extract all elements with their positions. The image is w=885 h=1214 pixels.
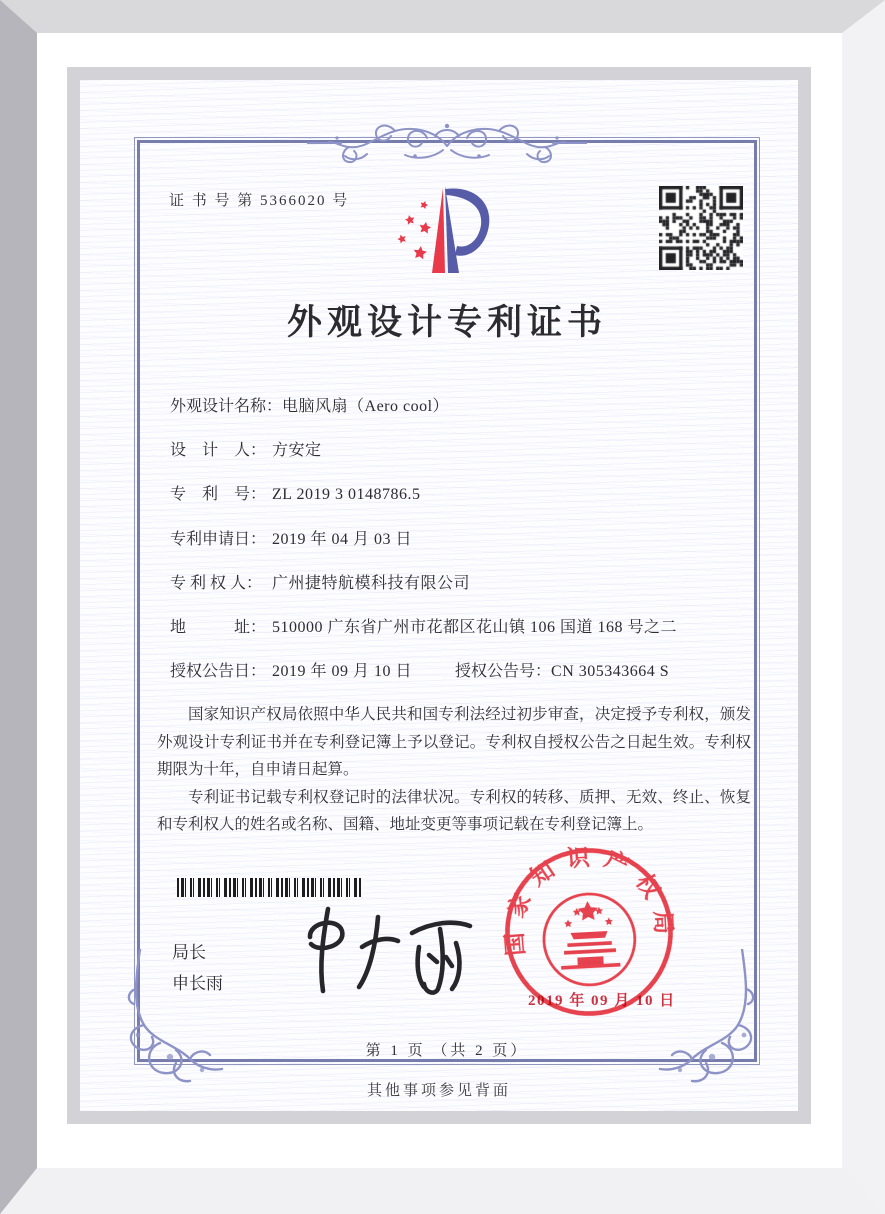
director-signature-icon — [288, 893, 488, 1003]
field-patent-number — [170, 481, 750, 525]
cnipa-logo-icon — [397, 183, 502, 283]
field-label: 授权公告日： — [170, 663, 267, 681]
qr-code — [659, 186, 743, 270]
certificate-border — [137, 140, 757, 1062]
legal-text — [157, 701, 751, 839]
seal-date: 2019 年 09 月 10 日 — [528, 993, 676, 1009]
field-value: 510000 广东省广州市花都区花山镇 106 国道 168 号之二 — [272, 618, 678, 636]
certificate-title: 外观设计专利证书 — [286, 303, 607, 342]
field-label: 授权公告号： — [455, 663, 552, 681]
legal-paragraph-1: 国家知识产权局依照中华人民共和国专利法经过初步审查，决定授予专利权，颁发外观设计专利证书并在专利登记簿上予以登记。专利权自授权公告之日起生效。专利权期限为十年，自申请日起算。 — [157, 706, 751, 779]
field-value: CN 305343664 S — [551, 663, 670, 681]
field-value: 方安定 — [272, 442, 322, 460]
svg-text:国家知识产权局 — [497, 841, 676, 957]
field-filing-date — [170, 526, 750, 570]
top-flourish-icon — [307, 116, 587, 170]
field-value: ZL 2019 3 0148786.5 — [272, 486, 421, 504]
field-designer — [170, 437, 750, 481]
certificate-fields — [170, 393, 750, 702]
field-label: 专 利 号： — [170, 486, 267, 504]
field-label: 地 址： — [170, 618, 267, 636]
field-value: 2019 年 09 月 10 日 — [272, 663, 413, 681]
certificate-paper — [80, 80, 798, 1111]
director-block — [172, 937, 223, 1000]
back-note: 其他事项参见背面 — [366, 1083, 511, 1099]
field-patentee — [170, 570, 750, 614]
field-label: 专 利 权 人： — [170, 574, 263, 592]
page-number: 第 1 页 （共 2 页） — [365, 1043, 529, 1059]
certificate-number: 证 书 号 第 5366020 号 — [169, 193, 350, 209]
field-design-name — [170, 393, 750, 437]
field-value: 广州捷特航模科技有限公司 — [272, 574, 471, 592]
field-value: 电脑风扇（Aero cool） — [282, 398, 450, 415]
director-title: 局长 — [172, 943, 206, 962]
field-label: 设 计 人： — [170, 442, 267, 460]
legal-paragraph-2: 专利证书记载专利权登记时的法律状况。专利权的转移、质押、无效、终止、恢复和专利权人的姓名或名称、国籍、地址变更等事项记载在专利登记簿上。 — [157, 788, 751, 834]
director-name: 申长雨 — [172, 974, 223, 994]
field-value: 2019 年 04 月 03 日 — [272, 530, 413, 548]
seal-ring-text: 国家知识产权局 — [501, 844, 677, 957]
grant-date — [170, 663, 412, 680]
grant-number — [455, 658, 669, 681]
field-label: 专利申请日： — [170, 530, 267, 548]
field-address — [170, 614, 750, 658]
field-grant-row — [170, 658, 750, 702]
field-label: 外观设计名称： — [170, 398, 283, 415]
